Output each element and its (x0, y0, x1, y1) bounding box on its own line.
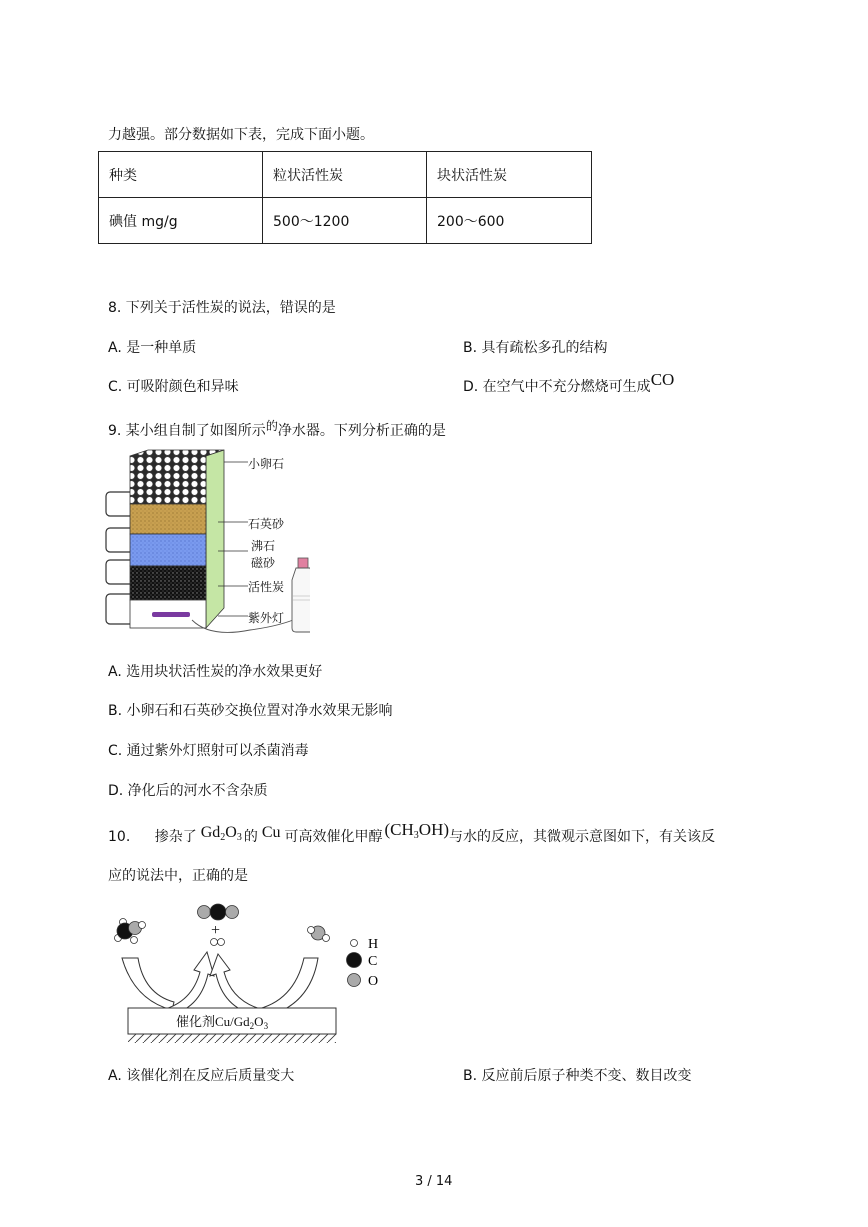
methanol-molecule (115, 919, 146, 944)
legend-h: H (368, 937, 379, 952)
q9-option-c: C. 通过紫外灯照射可以杀菌消毒 (108, 743, 309, 759)
intro-text: 力越强。部分数据如下表，完成下面小题。 (108, 127, 374, 143)
table-cell: 200～600 (427, 198, 592, 244)
q10-stem-line2: 应的说法中，正确的是 (108, 868, 248, 884)
uv-lamp (152, 612, 190, 617)
q10-formula-gd2o3: $Gd_2O_3$ (200, 824, 242, 843)
hydrogen-atom-icon (351, 940, 358, 947)
q9-option-b: B. 小卵石和石英砂交换位置对净水效果无影响 (108, 703, 393, 719)
label-quartz-sand: 石英砂 (248, 517, 285, 531)
q10-text: 的 (243, 829, 258, 845)
q10-number: 10. (108, 829, 131, 845)
q9-stem (108, 420, 446, 440)
q9-stem-de: 的 (265, 419, 278, 433)
side-panel (206, 450, 224, 628)
catalyst-hatching (128, 1034, 336, 1043)
iodine-value-table (98, 151, 592, 244)
q10-formula-methanol: $(CH_3OH)$ (384, 820, 450, 841)
q9-stem-part2: 净水器。下列分析正确的是 (277, 423, 446, 439)
label-pebbles: 小卵石 (248, 457, 285, 471)
page-number: 3 / 14 (415, 1174, 453, 1189)
q8-option-a: A. 是一种单质 (108, 340, 197, 356)
q9-option-a: A. 选用块状活性炭的净水效果更好 (108, 664, 323, 680)
catalyst-label: 催化剂$Cu/Gd_2O_3$ (176, 1014, 269, 1031)
q10-text: 可高效催化甲醇 (284, 829, 383, 845)
pebble-layer (130, 456, 206, 504)
q10-option-b: B. 反应前后原子种类不变、数目改变 (463, 1068, 692, 1084)
quartz-sand-layer (130, 504, 206, 534)
table-row (99, 198, 592, 244)
q10-stem-line1 (108, 820, 716, 847)
table-cell: 500～1200 (263, 198, 427, 244)
plus-sign: + (211, 922, 221, 939)
label-zeolite: 沸石 (251, 539, 276, 553)
q8-stem: 8. 下列关于活性炭的说法，错误的是 (108, 300, 336, 316)
q9-stem-part1: 9. 某小组自制了如图所示 (108, 423, 266, 439)
q8-option-d-formula: CO (650, 370, 675, 389)
activated-carbon-layer (130, 566, 206, 600)
q8-option-c: C. 可吸附颜色和异味 (108, 379, 239, 395)
table-cell: 块状活性炭 (427, 152, 592, 198)
q8-option-b: B. 具有疏松多孔的结构 (463, 340, 608, 356)
q10-option-a: A. 该催化剂在反应后质量变大 (108, 1068, 295, 1084)
table-cell: 种类 (99, 152, 263, 198)
table-cell: 碘值 mg/g (99, 198, 263, 244)
table-cell: 粒状活性炭 (263, 152, 427, 198)
q8-option-d (463, 370, 675, 396)
oxygen-atom-icon (348, 974, 361, 987)
label-uv-lamp: 紫外灯 (248, 611, 285, 625)
q10-formula-cu: Cu (261, 824, 281, 841)
water-molecule (308, 926, 330, 942)
q10-text: 掺杂了 (154, 829, 197, 845)
table-header-row (99, 152, 592, 198)
zeolite-layer (130, 534, 206, 566)
atom-legend (347, 940, 362, 987)
label-activated-carbon: 活性炭 (248, 580, 285, 594)
legend-o: O (368, 974, 379, 989)
reaction-diagram (104, 898, 404, 1048)
q8-option-d-text: D. 在空气中不充分燃烧可生成 (463, 379, 651, 395)
label-magnetic-sand: 磁砂 (251, 556, 276, 570)
carbon-atom-icon (347, 953, 362, 968)
legend-c: C (368, 954, 378, 969)
q10-text: 与水的反应，其微观示意图如下，有关该反 (449, 829, 716, 845)
q9-option-d: D. 净化后的河水不含杂质 (108, 783, 268, 799)
bottle-icon (292, 558, 310, 632)
